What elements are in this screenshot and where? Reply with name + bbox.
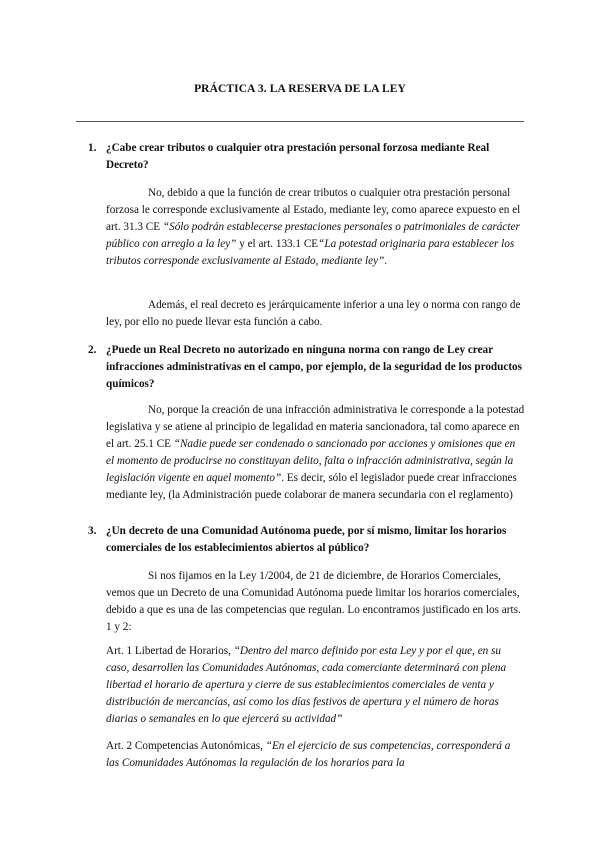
question-1-text: ¿Cabe crear tributos o cualquier otra prestación personal forzosa mediante Real Decreto? <box>106 142 490 171</box>
article-1-label: Art. 1 Libertad de Horarios, <box>106 645 234 657</box>
answer-2-text-a: No, porque la creación de una infracción administrativa le corresponde a la potestad legislativa y se atiene al principio de legalidad en materia sancionadora, tal como aparece en el art. 25.1 CE <box>106 404 525 450</box>
article-1-quote: “Dentro del marco definido por esta Ley y por el que, en su caso, desarrollen las Comunidades Autónomas, cada comerciante determinará con plena libertad el horario de apertura y cierre de sus establecimientos comerciales de venta y distribución de mercancías, así como los días festivos de apertura y el número de horas diarias o semanales en lo que ejercerá su actividad” <box>106 645 507 725</box>
page-title: PRÁCTICA 3. LA RESERVA DE LA LEY <box>194 83 406 95</box>
answer-1-paragraph-1 <box>106 185 526 270</box>
answer-3-paragraph-1: Si nos fijamos en la Ley 1/2004, de 21 de diciembre, de Horarios Comerciales, vemos que un Decreto de una Comunidad Autónoma puede limitar los horarios comerciales, debido a que es una de las competencias que regulan. Lo encontramos justificado en los arts. 1 y 2: <box>106 570 521 633</box>
article-2-quote: “En el ejercicio de sus competencias, corresponderá a las Comunidades Autónomas la regulación de los horarios para la <box>106 740 511 769</box>
answer-3-article-1 <box>106 643 526 728</box>
question-3-text: ¿Un decreto de una Comunidad Autónoma puede, por sí mismo, limitar los horarios comerciales de los establecimientos abiertos al público? <box>106 525 507 554</box>
answer-1-quote-2: “La potestad originaria para establecer los tributos corresponde exclusivamente al Estado, mediante ley” <box>106 238 515 267</box>
question-3 <box>88 523 528 557</box>
article-2-label: Art. 2 Competencias Autonómicas, <box>106 740 266 752</box>
answer-2-text-b: . Es decir, sólo el legislador puede crear infracciones mediante ley, (la Administración puede colaborar de manera secundaria con el reglamento) <box>106 472 517 501</box>
question-2-text: ¿Puede un Real Decreto no autorizado en ninguna norma con rango de Ley crear infracciones administrativas en el campo, por ejemplo, de la seguridad de los productos químicos? <box>106 344 523 390</box>
question-2-number: 2. <box>88 344 97 356</box>
question-3-number: 3. <box>88 525 97 537</box>
answer-2-paragraph-1 <box>106 402 526 504</box>
answer-3-article-2 <box>106 738 526 772</box>
question-1-number: 1. <box>88 142 97 154</box>
answer-1-quote-1: “Sólo podrán establecerse prestaciones personales o patrimoniales de carácter público con arreglo a la ley” <box>106 221 520 250</box>
answer-2-quote: “Nadie puede ser condenado o sancionado por acciones y omisiones que en el momento de producirse no constituyan delito, falta o infracción administrativa, según la legislación vigente en aquel momento” <box>106 438 516 484</box>
answer-1-paragraph-2: Además, el real decreto es jerárquicamente inferior a una ley o norma con rango de ley, por ello no puede llevar esta función a cabo. <box>106 299 521 328</box>
answer-1-text-c: . <box>384 255 388 267</box>
answer-1-text-a: No, debido a que la función de crear tributos o cualquier otra prestación personal forzosa le corresponde exclusivamente al Estado, mediante ley, como aparece expuesto en el art. 31.3 CE <box>106 187 521 233</box>
title-divider <box>76 121 524 122</box>
question-2 <box>88 342 528 393</box>
question-1 <box>88 140 528 174</box>
answer-1-text-b: y el art. 133.1 CE <box>236 238 319 250</box>
